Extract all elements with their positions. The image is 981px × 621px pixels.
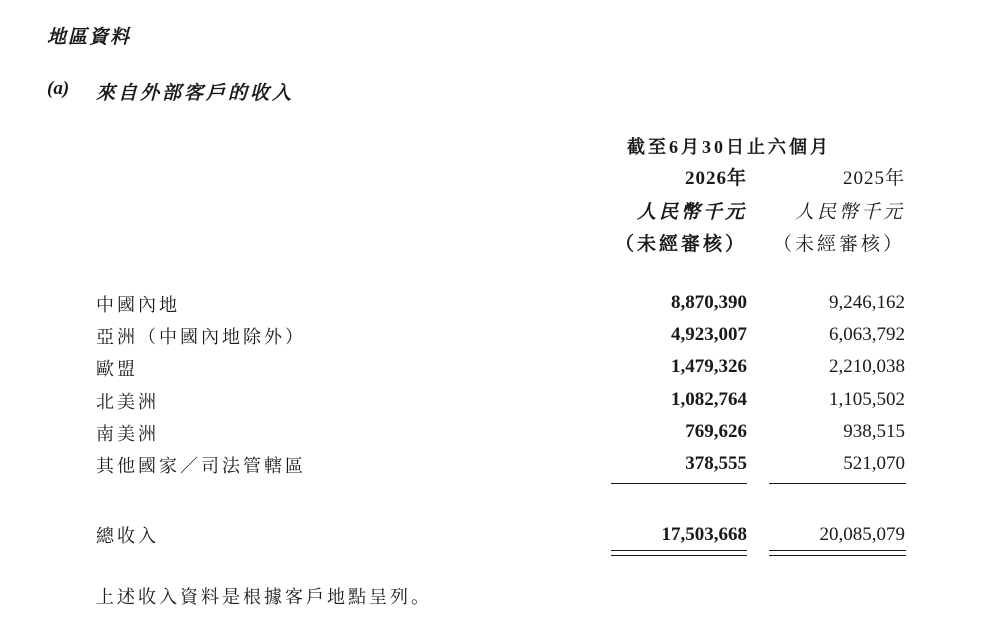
year-2025-header: 2025年: [842, 168, 905, 189]
value-2025: 6,063,792: [829, 324, 905, 345]
value-2026: 1,082,764: [671, 389, 747, 410]
row-label: 其他國家／司法管轄區: [96, 456, 306, 476]
value-2026: 1,479,326: [671, 356, 747, 377]
value-2025: 2,210,038: [829, 356, 905, 377]
audit-2025-header: （未經審核）: [772, 234, 905, 255]
audit-2026-header: （未經審核）: [614, 234, 747, 255]
total-rule-bottom: [611, 555, 747, 556]
footnote: 上述收入資料是根據客戶地點呈列。: [96, 587, 432, 607]
value-2025: 9,246,162: [829, 292, 905, 313]
subtotal-rule: [769, 483, 906, 484]
value-2026: 8,870,390: [671, 292, 747, 313]
value-2025: 938,515: [843, 421, 905, 442]
unit-2025-header: 人民幣千元: [794, 202, 905, 223]
total-label: 總收入: [96, 526, 159, 546]
period-header: 截至6月30日止六個月: [627, 137, 831, 157]
subsection-title: 來自外部客戶的收入: [96, 83, 295, 104]
row-label: 北美洲: [96, 392, 159, 412]
total-rule-top: [769, 550, 906, 551]
row-label: 歐盟: [96, 359, 138, 379]
total-rule-bottom: [769, 555, 906, 556]
total-2026: 17,503,668: [661, 524, 747, 545]
row-label: 南美洲: [96, 424, 159, 444]
subsection-label: (a): [47, 78, 70, 99]
row-label: 中國內地: [96, 295, 180, 315]
value-2026: 4,923,007: [671, 324, 747, 345]
total-2025: 20,085,079: [819, 524, 905, 545]
total-rule-top: [611, 550, 747, 551]
value-2026: 378,555: [685, 453, 747, 474]
subtotal-rule: [611, 483, 747, 484]
value-2025: 521,070: [843, 453, 905, 474]
section-title: 地區資料: [47, 27, 132, 48]
value-2026: 769,626: [685, 421, 747, 442]
row-label: 亞洲（中國內地除外）: [96, 327, 306, 347]
unit-2026-header: 人民幣千元: [636, 202, 747, 223]
year-2026-header: 2026年: [684, 168, 747, 189]
value-2025: 1,105,502: [829, 389, 905, 410]
